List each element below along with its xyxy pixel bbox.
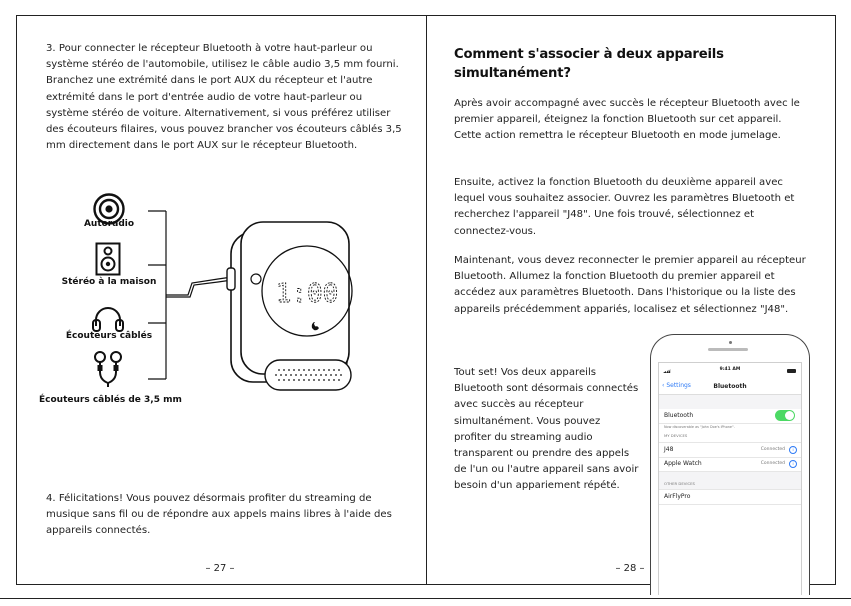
back-label: Settings [666,382,691,389]
settings-background [659,395,801,409]
section-heading: Comment s'associer à deux appareils simultanément? [454,47,724,81]
device-row-airflypro[interactable] [659,489,801,505]
device-row-apple-watch[interactable] [659,457,801,472]
device-label-wired-headphones: Écouteurs câblés [65,331,153,341]
bluetooth-receiver-illustration [225,218,355,398]
earphones-icon [92,350,124,388]
device-name: AirFlyPro [664,493,691,500]
discoverable-note: Now discoverable as "John Doe's iPhone". [664,425,735,429]
page-number-right: – 28 – [615,563,645,574]
phone-screen [658,362,802,595]
paragraph-3: Maintenant, vous devez reconnecter le premier appareil au récepteur Bluetooth. Allumez la fonction Bluetooth du premier appareil et accédez aux paramètres Bluetooth. Dans l'historique ou la liste des appareils précédemment appariés, localisez et sélectionnez "J48". [454,255,806,315]
device-status: Connected [760,461,785,466]
device-label-car-radio: Autoradio [83,219,135,229]
info-icon[interactable]: i [789,446,797,454]
phone-mockup [650,334,810,595]
phone-camera [729,341,732,344]
status-time: 9:41 AM [719,367,741,372]
device-row-j48[interactable] [659,442,801,458]
device-status: Connected [760,447,785,452]
page-number-left: – 27 – [205,563,235,574]
battery-icon [787,369,796,373]
headphones-icon [91,306,125,332]
bottom-rule [0,598,851,599]
phone-speaker [708,348,748,351]
other-devices-header: OTHER DEVICES [664,481,695,486]
step-4-text: 4. Félicitations! Vous pouvez désormais profiter du streaming de musique sans fil ou de répondre aux appels mains libres à l'aide des appareils connectés. [46,493,392,537]
paragraph-1: Après avoir accompagné avec succès le récepteur Bluetooth avec le premier appareil, éteignez la fonction Bluetooth sur cet appareil. Cette action remettra le récepteur Bluetooth en mode jumelage. [454,98,800,142]
device-name: Apple Watch [664,460,702,467]
my-devices-header: MY DEVICES [664,433,688,438]
back-chevron-icon: ‹ [662,382,665,389]
bluetooth-toggle[interactable] [775,410,795,421]
toggle-knob [785,411,794,420]
bluetooth-row [659,409,801,424]
device-name: J48 [664,446,674,453]
receiver-display: 1:00 [275,279,339,309]
step-3-text: 3. Pour connecter le récepteur Bluetooth à votre haut-parleur ou système stéréo de l'automobile, utilisez le câble audio 3,5 mm fourni. Branchez une extrémité dans le port AUX du récepteur et l'autre extrémité dans le port d'entrée audio de votre haut-parleur ou système stéréo de voiture. Alternativement, si vous préférez utiliser des écouteurs filaires, vous pouvez brancher vos écouteurs câblés 3,5 mm directement dans le port AUX sur le récepteur Bluetooth. [46,43,402,152]
paragraph-2: Ensuite, activez la fonction Bluetooth du deuxième appareil avec lequel vous souhaitez associer. Ouvrez les paramètres Bluetooth et recherchez l'appareil "J48". Une fois trouvé, sélectionnez et connectez-vous. [454,177,795,237]
home-speaker-icon [95,242,121,276]
bluetooth-label: Bluetooth [664,412,694,419]
device-label-home-stereo: Stéréo à la maison [61,277,157,287]
device-label-earphones-3-5mm: Écouteurs câblés de 3,5 mm [39,395,182,405]
paragraph-4: Tout set! Vos deux appareils Bluetooth sont désormais connectés avec succès au récepteur simultanément. Vous pouvez profiter du streaming audio transparent ou prendre des appels de l'un ou l'autre appareil sans avoir besoin d'un appariement répété. [454,367,639,492]
nav-title: Bluetooth [713,383,747,390]
info-icon[interactable]: i [789,460,797,468]
